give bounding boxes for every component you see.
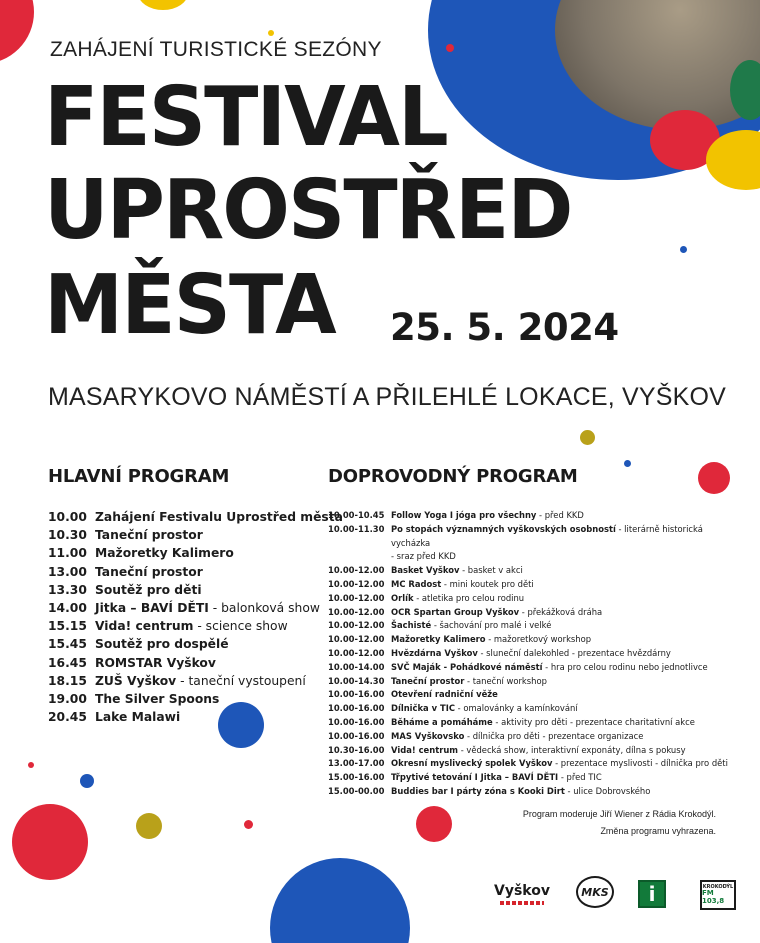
side-program-desc-continued: - sraz před KKD <box>391 551 456 562</box>
side-program-row <box>328 716 728 730</box>
side-program-row <box>328 578 728 592</box>
side-program-row <box>328 771 728 785</box>
main-program-desc: - taneční vystoupení <box>176 673 306 688</box>
side-program-row <box>328 619 728 633</box>
main-program-time: 16.45 <box>48 655 87 670</box>
main-program-time: 10.00 <box>48 510 87 525</box>
side-program-desc: - aktivity pro děti - prezentace charitativní akce <box>492 716 695 727</box>
radio-krokodyl-logo <box>700 880 736 910</box>
side-program-row <box>328 564 728 578</box>
main-program-heading: HLAVNÍ PROGRAM <box>48 466 230 487</box>
side-program-desc: - atletika pro celou rodinu <box>413 592 525 603</box>
main-program-list <box>48 508 343 726</box>
side-program-name: Hvězdárna Vyškov <box>391 647 478 658</box>
main-program-time: 13.30 <box>48 582 87 597</box>
main-program-time: 10.30 <box>48 528 87 543</box>
main-program-name: Jitka – BAVÍ DĚTI <box>95 601 209 616</box>
red-circle-bottom-mid <box>416 806 452 842</box>
side-program-desc: - omalovánky a kamínkování <box>454 703 578 714</box>
mks-logo-text: MKS <box>581 885 609 899</box>
red-dot-left-small <box>28 762 34 768</box>
small-yellow-dot <box>268 30 274 36</box>
main-program-time: 15.15 <box>48 619 87 634</box>
side-program-row <box>328 730 728 744</box>
side-program-time: 10.00-12.00 <box>328 565 385 576</box>
main-program-row <box>48 599 318 617</box>
side-program-desc: - mažoretkový workshop <box>485 634 592 645</box>
title-line-2: UPROSTŘED <box>44 163 572 258</box>
red-circle-bottom-left <box>12 804 88 880</box>
main-program-name: Soutěž pro dospělé <box>95 637 229 652</box>
red-circle-mid-right <box>698 462 730 494</box>
main-program-row <box>48 635 318 653</box>
main-program-time: 15.45 <box>48 637 87 652</box>
side-program-time: 15.00-16.00 <box>328 772 385 783</box>
tagline: ZAHÁJENÍ TURISTICKÉ SEZÓNY <box>50 38 382 61</box>
side-program-row <box>328 523 728 564</box>
main-program-row <box>48 617 318 635</box>
side-program-time: 15.00-00.00 <box>328 785 385 796</box>
side-program-name: SVČ Maják - Pohádkové náměstí <box>391 661 543 672</box>
event-date: 25. 5. 2024 <box>390 306 619 349</box>
title-line-1: FESTIVAL <box>44 70 447 165</box>
info-center-logo <box>638 880 666 908</box>
main-program-name: Vida! centrum <box>95 619 194 634</box>
side-program-row <box>328 661 728 675</box>
yellow-half-circle-top <box>138 0 188 10</box>
side-program-time: 10.00-12.00 <box>328 592 385 603</box>
side-program-desc: - před TIC <box>558 772 602 783</box>
vyskov-logo-bar <box>500 901 544 905</box>
main-program-row <box>48 544 318 562</box>
main-program-name: Taneční prostor <box>95 564 203 579</box>
side-program-name: Po stopách významných vyškovských osobností <box>391 523 616 534</box>
side-program-name: Follow Yoga I jóga pro všechny <box>391 510 537 520</box>
side-program-list <box>328 509 728 799</box>
side-program-desc: - sluneční dalekohled - prezentace hvězdárny <box>477 647 671 658</box>
blue-dot-left <box>80 774 94 788</box>
main-program-desc: - balonková show <box>208 601 320 616</box>
side-program-row <box>328 744 728 758</box>
main-program-name: Taneční prostor <box>95 528 203 543</box>
side-program-time: 10.00-16.00 <box>328 703 385 714</box>
main-program-desc: - science show <box>193 619 288 634</box>
side-program-row <box>328 702 728 716</box>
main-program-row <box>48 708 318 726</box>
small-red-dot <box>446 44 454 52</box>
blue-half-circle-bottom <box>270 858 410 943</box>
vyskov-logo <box>492 876 552 912</box>
side-program-desc: - basket v akci <box>459 565 523 576</box>
side-program-name: MAS Vyškovsko <box>391 730 465 741</box>
side-program-name: Mažoretky Kalimero <box>391 634 486 645</box>
side-program-name: Orlík <box>391 592 414 603</box>
title-line-3: MĚSTA <box>44 258 335 353</box>
side-program-time: 10.00-12.00 <box>328 578 385 589</box>
main-program-time: 11.00 <box>48 546 87 561</box>
red-circle-top-left <box>0 0 34 64</box>
side-program-time: 10.00-12.00 <box>328 634 385 645</box>
side-program-desc: - prezentace myslivosti - dílnička pro děti <box>552 758 728 769</box>
side-program-desc: - dílnička pro děti - prezentace organizace <box>464 730 644 741</box>
main-program-time: 20.45 <box>48 710 87 725</box>
main-program-name: The Silver Spoons <box>95 691 220 706</box>
main-program-time: 13.00 <box>48 564 87 579</box>
side-program-name: Šachisté <box>391 620 432 631</box>
main-program-row <box>48 672 318 690</box>
side-program-desc: - šachování pro malé i velké <box>431 620 552 631</box>
side-program-row <box>328 675 728 689</box>
main-program-name: ZUŠ Vyškov <box>95 673 177 688</box>
side-program-row <box>328 592 728 606</box>
radio-logo-fm: FM 103,8 <box>702 889 725 905</box>
red-dot-bottom-small <box>244 820 253 829</box>
main-program-row <box>48 654 318 672</box>
main-program-name: Lake Malawi <box>95 710 181 725</box>
side-program-time: 10.00-12.00 <box>328 647 385 658</box>
side-program-name: Otevření radniční věže <box>391 689 498 700</box>
side-program-desc: - taneční workshop <box>464 675 547 686</box>
side-program-desc: - překážková dráha <box>519 606 603 617</box>
side-program-desc: - před KKD <box>536 510 584 520</box>
blue-dot-mid <box>624 460 631 467</box>
side-program-name: Okresní myslivecký spolek Vyškov <box>391 758 553 769</box>
side-program-desc: - mini koutek pro děti <box>441 578 534 589</box>
side-program-time: 10.00-16.00 <box>328 716 385 727</box>
side-program-name: Taneční prostor <box>391 675 465 686</box>
main-program-time: 18.15 <box>48 673 87 688</box>
side-program-time: 10.00-16.00 <box>328 689 385 700</box>
side-program-time: 10.00-14.00 <box>328 661 385 672</box>
side-program-row <box>328 647 728 661</box>
side-program-row <box>328 509 728 523</box>
side-program-time: 13.00-17.00 <box>328 758 385 769</box>
side-program-name: Buddies bar I párty zóna s Kooki Dirt <box>391 785 565 796</box>
moderator-note: Program moderuje Jiří Wiener z Rádia Krokodýl. <box>522 809 716 819</box>
main-program-name: Soutěž pro děti <box>95 582 202 597</box>
side-program-time: 10.00-11.30 <box>328 523 385 534</box>
main-program-name: Mažoretky Kalimero <box>95 546 234 561</box>
main-program-name: Zahájení Festivalu Uprostřed města <box>95 510 343 525</box>
vyskov-logo-text: Vyškov <box>494 883 550 899</box>
side-program-time: 10.00-12.00 <box>328 620 385 631</box>
side-program-desc: - hra pro celou rodinu nebo jednotlivce <box>542 661 708 672</box>
side-program-name: Vida! centrum <box>391 744 459 755</box>
event-location: MASARYKOVO NÁMĚSTÍ A PŘILEHLÉ LOKACE, VYŠKOV <box>48 383 727 411</box>
side-program-time: 10.00-16.00 <box>328 730 385 741</box>
olive-dot-mid <box>580 430 595 445</box>
changes-note: Změna programu vyhrazena. <box>600 826 716 836</box>
main-program-row <box>48 581 318 599</box>
radio-logo-top: KROKODÝL <box>702 883 734 890</box>
side-program-time: 10.00-12.00 <box>328 606 385 617</box>
side-program-row <box>328 785 728 799</box>
side-program-name: Basket Vyškov <box>391 565 460 576</box>
main-program-row <box>48 690 318 708</box>
main-program-row <box>48 508 343 526</box>
mks-logo <box>576 876 614 908</box>
main-program-row <box>48 526 318 544</box>
side-program-desc: - literárně historická vycházka <box>391 523 703 548</box>
info-icon: i <box>648 882 656 906</box>
side-program-time: 10.30-16.00 <box>328 744 385 755</box>
olive-dot-bottom <box>136 813 162 839</box>
side-program-row <box>328 633 728 647</box>
side-program-heading: DOPROVODNÝ PROGRAM <box>328 466 578 487</box>
side-program-name: Běháme a pomáháme <box>391 716 493 727</box>
main-program-time: 19.00 <box>48 691 87 706</box>
side-program-name: Dílnička v TIC <box>391 703 455 714</box>
side-program-name: OCR Spartan Group Vyškov <box>391 606 520 617</box>
side-program-desc: - ulice Dobrovského <box>564 785 651 796</box>
side-program-name: MC Radost <box>391 578 442 589</box>
side-program-row <box>328 757 728 771</box>
side-program-row <box>328 606 728 620</box>
side-program-time: 10.00-10.45 <box>328 510 385 520</box>
main-program-row <box>48 563 318 581</box>
side-program-name: Třpytivé tetování I Jitka – BAVÍ DĚTI <box>391 772 559 783</box>
small-blue-dot <box>680 246 687 253</box>
main-program-time: 14.00 <box>48 601 87 616</box>
side-program-desc: - vědecká show, interaktivní exponáty, dílna s pokusy <box>458 744 686 755</box>
side-program-time: 10.00-14.30 <box>328 675 385 686</box>
side-program-row <box>328 688 728 702</box>
main-program-name: ROMSTAR Vyškov <box>95 655 216 670</box>
